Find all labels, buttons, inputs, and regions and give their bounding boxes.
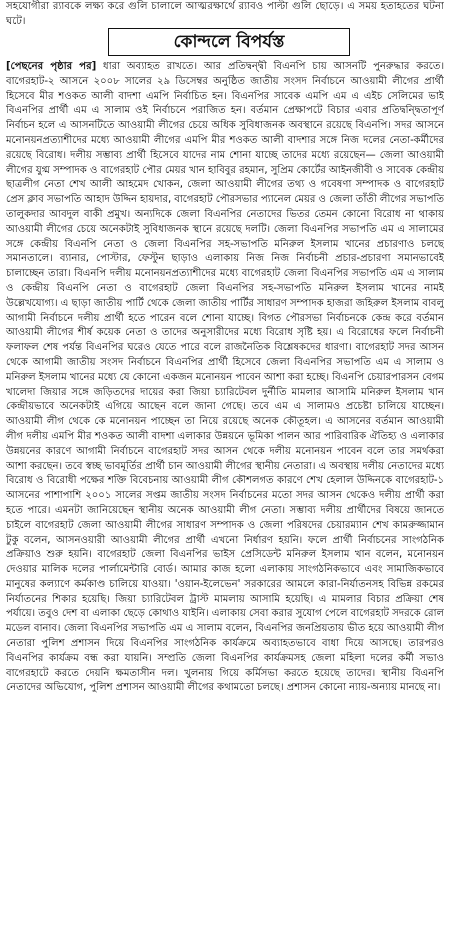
continued-from-tag: [পেছনের পৃষ্ঠার পর]	[6, 61, 97, 72]
headline: কোন্দলে বিপর্যস্ত	[173, 32, 285, 52]
article-text: ধারা অব্যাহত রাখতে। আর প্রতিদ্বন্দ্বী বিএনপি চায় আসনটি পুনরুদ্ধার করতে। বাগেরহাট-২ আসনে ২০০৮ সালের ২৯ ডিসেম্বর অনুষ্ঠিত জাতীয় সংসদ নির্বাচনে আওয়ামী লীগের প্রার্থী হিসেবে মীর শওকত আলী বাদশা এমপি নির্বাচিত হন। বিএনপির সাবেক এমপি এম এ এইচ সেলিমের ভাই বিএনপির প্রার্থী এম এ সালাম ওই নির্বাচনে পরাজিত হন। বর্তমান প্রেক্ষাপটে বিচার এবার প্রতিদ্বন্দ্বিতাপূর্ণ নির্বাচন হলে এ আসনটিতে আওয়ামী লীগের চেয়ে অধিক সুবিধাজনক অবস্থানে রয়েছে বিএনপি। সদর আসনে মনোনয়নপ্রত্যাশীদের মধ্যে আওয়ামী লীগের এমপি মীর শওকত আলী বাদশার সঙ্গে নিজ দলের নেতা-কর্মীদের রয়েছে বিরোধ। দলীয় সম্ভাব্য প্রার্থী হিসেবে যাদের নাম শোনা যাচ্ছে তাদের মধ্যে রয়েছেন— জেলা আওয়ামী লীগের যুগ্ম সম্পাদক ও বাগেরহাট পৌর মেয়র খান হাবিবুর রহমান, সুপ্রিম কোর্টের আইনজীবী ও সাবেক কেন্দ্রীয় ছাত্রলীগ নেতা শেখ আলী আহমেদ খোকন, জেলা আওয়ামী লীগের তথ্য ও গবেষণা সম্পাদক ও বাগেরহাট প্রেস ক্লাব সভাপতি আহাদ উদ্দিন হায়দার, বাগেরহাট পৌরসভার প্যানেল মেয়র ও জেলা তাঁতী লীগের সভাপতি তালুকদার আবদুল বাকী প্রমুখ। অন্যদিকে জেলা বিএনপির নেতাদের ভিতর তেমন কোনো বিরোধ না থাকায় আওয়ামী লীগের চেয়ে অনেকটাই সুবিধাজনক স্থানে রয়েছে দলটি। জেলা বিএনপির সভাপতি এম এ সালামের সঙ্গে কেন্দ্রীয় বিএনপি নেতা ও জেলা বিএনপির সহ-সভাপতি মনিরুল ইসলাম খানের প্রচারণাও চলছে সমানতালে। ব্যানার, পোস্টার, ফেস্টুন ছাড়াও এলাকায় নিজ নিজ নির্বাচনী প্রচার-প্রচারণা সমানভাবেই চালাচ্ছেন তারা। বিএনপি দলীয় মনোনয়নপ্রত্যাশীদের মধ্যে বাগেরহাট জেলা বিএনপির সভাপতি এম এ সালাম ও কেন্দ্রীয় বিএনপি নেতা ও বাগেরহাট জেলা বিএনপির সহ-সভাপতি মনিরুল ইসলাম খানের নামই উল্লেখযোগ্য। এ ছাড়া জাতীয় পার্টি থেকে জেলা জাতীয় পার্টির সাধারণ সম্পাদক হাজরা জহিরুল ইসলাম বাবলু আগামী নির্বাচনে দলীয় প্রার্থী হতে পারেন বলে শোনা যাচ্ছে। বিগত পৌরসভা নির্বাচনকে কেন্দ্র করে বর্তমান আওয়ামী লীগের শীর্ষ কয়েক নেতা ও তাদের অনুসারীদের মধ্যে বিরোধ সৃষ্টি হয়। এ বিরোধের ফলে নির্বাচনী ফলাফল শেষ পর্যন্ত বিএনপির ঘরেও যেতে পারে বলে রাজনৈতিক বিশ্লেষকদের ধারণা। বাগেরহাট সদর আসন থেকে আগামী জাতীয় সংসদ নির্বাচনে বিএনপির প্রার্থী হিসেবে জেলা বিএনপির সভাপতি এম এ সালাম ও মনিরুল ইসলাম খানের মধ্যে যে কোনো একজন মনোনয়ন পাবেন আশা করা হচ্ছে। বিএনপি চেয়ারপারসন বেগম খালেদা জিয়ার সঙ্গে জড়িতদের দায়ের করা জিয়া চ্যারিটেবল দুর্নীতি মামলার আসামি মনিরুল ইসলাম খান কেন্দ্রীয়ভাবে অনেকটাই এগিয়ে আছেন বলে জানা গেছে। তবে এম এ সালামও প্রচেষ্টা চালিয়ে যাচ্ছেন। আওয়ামী লীগ থেকে কে মনোনয়ন পাচ্ছেন তা নিয়ে রয়েছে অনেক কৌতূহল। এ আসনের বর্তমান আওয়ামী লীগ দলীয় এমপি মীর শওকত আলী বাদশা এলাকার উন্নয়নে ভূমিকা পালন আর পারিবারিক ঐতিহ্য ও এলাকার উন্নয়নের কারণে আগামী নির্বাচনে বাগেরহাট সদর আসন থেকে দলীয় মনোনয়ন পাবেন বলে তার সমর্থকরা আশা করছেন। তবে স্বচ্ছ ভাবমূর্তির প্রার্থী চান আওয়ামী লীগের স্থানীয় নেতারা। এ অবস্থায় দলীয় নেতাদের মধ্যে বিরোধ ও বিরোধী পক্ষের শক্তি বিবেচনায় আওয়ামী লীগ কৌশলগত কারণে শেখ হেলাল উদ্দিনকে বাগেরহাট-১ আসনের পাশাপাশি ২০০১ সালের সপ্তম জাতীয় সংসদ নির্বাচনের মতো সদর আসন থেকেও দলীয় প্রার্থী করা হতে পারে। এমনটা জানিয়েছেন স্থানীয় অনেক আওয়ামী লীগ নেতা। সম্ভাব্য দলীয় প্রার্থীদের বিষয়ে জানতে চাইলে বাগেরহাট জেলা আওয়ামী লীগের সাধারণ সম্পাদক ও জেলা পরিষদের চেয়ারম্যান শেখ কামরুজ্জামান টুকু বলেন, আসনওয়ারী আওয়ামী লীগের প্রার্থী এখনো নির্ধারণ হয়নি। ফলে প্রার্থী নির্বাচনের সাংগঠনিক প্রক্রিয়াও শুরু হয়নি। বাগেরহাট জেলা বিএনপির ভাইস প্রেসিডেন্ট মনিরুল ইসলাম খান বলেন, মনোনয়ন দেওয়ার মালিক দলের পার্লামেন্টারি বোর্ড। আমার কাজ হলো এলাকায় সাংগঠনিকভাবে এবং সামাজিকভাবে মানুষের কল্যাণে কর্মকাণ্ড চালিয়ে যাওয়া। 'ওয়ান-ইলেভেন' সরকারের আমলে কারা-নির্যাতনসহ বিভিন্ন রকমের নির্যাতনের শিকার হয়েছি। জিয়া চ্যারিটেবল ট্রাস্ট মামলায় আসামি হয়েছি। এ মামলার বিচার প্রক্রিয়া শেষ পর্যায়ে। তবুও দেশ বা এলাকা ছেড়ে কোথাও যাইনি। এলাকায় সেবা করার সুযোগ পেলে বাগেরহাট সদরকে রোল মডেল বানাব। জেলা বিএনপির সভাপতি এম এ সালাম বলেন, বিএনপির জনপ্রিয়তায় ভীত হয়ে আওয়ামী লীগ নেতারা পুলিশ প্রশাসন দিয়ে বিএনপির সাংগঠনিক কার্যক্রমে অব্যাহতভাবে বাধা দিয়ে আসছে। তারপরও বিএনপির কার্যক্রম বন্ধ করা যায়নি। সম্প্রতি জেলা বিএনপির কার্যক্রমসহ জেলা মহিলা দলের কর্মী সভাও বাগেরহাটে করতে দেয়নি ক্ষমতাসীন দল। খুলনায় গিয়ে কর্মিসভা করতে হয়েছে তাদের। স্থানীয় বিএনপি নেতাদের অভিযোগ, পুলিশ প্রশাসন আওয়ামী লীগের কথামতো চলছে। প্রশাসন কোনো ন্যায়-অন্যায় মানছে না।	[6, 61, 444, 694]
previous-article-tail: সহযোগীরা র‌্যাবকে লক্ষ্য করে গুলি চালালে আত্মরক্ষার্থে র‌্যাবও পাল্টা গুলি ছোড়ে। এ সময় হতাহতের ঘটনা ঘটে।	[6, 1, 444, 27]
article-body	[6, 60, 444, 924]
headline-box	[108, 28, 350, 56]
